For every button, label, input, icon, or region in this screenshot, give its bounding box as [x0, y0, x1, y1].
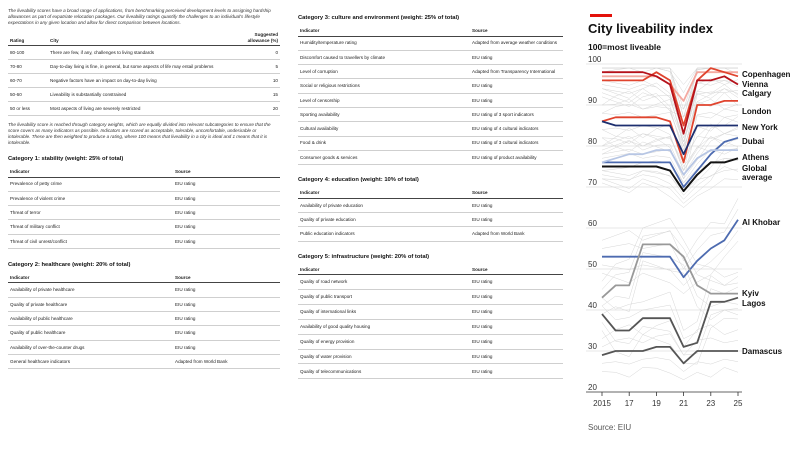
table-row — [298, 65, 563, 79]
rating-row — [8, 102, 280, 116]
source-cell: EIU rating — [173, 283, 280, 297]
indicator-cell: Level of corruption — [298, 65, 470, 79]
table-row — [8, 220, 280, 234]
series-label: Al Khobar — [742, 218, 781, 227]
category-1-table — [8, 167, 280, 249]
background-line — [602, 276, 738, 331]
y-tick-label: 30 — [588, 342, 597, 351]
chart-subtitle: 100=most liveable — [588, 42, 662, 52]
y-tick-label: 70 — [588, 178, 597, 187]
source-cell: Adapted from World Bank — [173, 354, 280, 368]
indicator-cell: General healthcare indicators — [8, 354, 173, 368]
table-row — [298, 304, 563, 319]
table-row — [8, 283, 280, 297]
header-indicator: Indicator — [298, 188, 470, 198]
indicator-cell: Quality of telecommunications — [298, 364, 470, 379]
table-row — [298, 227, 563, 241]
table-row — [298, 349, 563, 364]
indicator-cell: Level of censorship — [298, 93, 470, 107]
table-row — [298, 93, 563, 107]
source-cell: EIU rating — [470, 275, 563, 290]
series-label: Dubai — [742, 137, 765, 146]
y-tick-label: 80 — [588, 137, 597, 146]
indicator-cell: Threat of civil unrest/conflict — [8, 234, 173, 248]
y-tick-label: 100 — [588, 55, 602, 64]
source-cell: EIU rating — [173, 326, 280, 340]
background-line — [602, 318, 738, 364]
series-label: Global average — [742, 164, 773, 182]
x-tick-label: 23 — [706, 399, 716, 408]
series-line — [602, 347, 738, 363]
table-row — [298, 50, 563, 64]
header-source: Source — [470, 26, 563, 36]
x-tick-label: 25 — [733, 399, 743, 408]
header-indicator: Indicator — [8, 273, 173, 283]
header-indicator: Indicator — [298, 26, 470, 36]
rating-description: There are few, if any, challenges to living standards — [48, 46, 230, 60]
series-label: London — [742, 107, 772, 116]
intro-text-2: The liveability score is reached through category weights, which are equally divided into relevant subcategories to ensure that the score covers as many indicators as possible. Indicators are scored as acceptable, tolerable, uncomfortable, undesirable or intolerable. These are then weighted to produce a rating, where 100 means that liveability in a city is ideal and 1 means that it is intolerable. — [8, 122, 271, 145]
rating-description: Most aspects of living are severely restricted — [48, 102, 230, 116]
table-row — [298, 364, 563, 379]
background-line — [602, 358, 738, 372]
header-city: City — [48, 30, 230, 46]
background-line — [602, 218, 738, 281]
source-cell: EIU rating of 4 cultural indicators — [470, 122, 563, 136]
background-line — [602, 109, 738, 171]
series-label: New York — [742, 123, 778, 132]
series-line — [602, 101, 738, 162]
y-tick-label: 20 — [588, 383, 597, 392]
table-row — [298, 150, 563, 164]
source-cell: EIU rating of 3 sport indicators — [470, 107, 563, 121]
table-row — [298, 275, 563, 290]
x-tick-label: 21 — [679, 399, 689, 408]
table-row — [8, 191, 280, 205]
background-line — [602, 253, 738, 307]
indicator-cell: Food & drink — [298, 136, 470, 150]
category-1-title: Category 1: stability (weight: 25% of total) — [8, 156, 124, 162]
rating-range: 50-60 — [8, 88, 48, 102]
rating-allowance: 0 — [230, 46, 280, 60]
left-column — [8, 8, 280, 369]
indicator-cell: Availability of over-the-counter drugs — [8, 340, 173, 354]
indicator-cell: Sporting availability — [298, 107, 470, 121]
background-line — [602, 148, 738, 183]
indicator-cell: Social or religious restrictions — [298, 79, 470, 93]
source-cell: EIU rating — [173, 340, 280, 354]
background-line — [602, 199, 738, 261]
series-label: Athens — [742, 153, 770, 162]
table-row — [8, 234, 280, 248]
category-5-table — [298, 265, 563, 380]
rating-row — [8, 46, 280, 60]
rating-table-header — [8, 30, 280, 46]
background-city-lines — [602, 68, 738, 380]
source-cell: EIU rating — [173, 206, 280, 220]
indicator-cell: Quality of private healthcare — [8, 297, 173, 311]
rating-allowance: 5 — [230, 60, 280, 74]
source-cell: EIU rating — [470, 289, 563, 304]
indicator-cell: Quality of international links — [298, 304, 470, 319]
table-row — [298, 122, 563, 136]
rating-description: Negative factors have an impact on day-to-day living — [48, 74, 230, 88]
indicator-cell: Humidity/temperature rating — [298, 36, 470, 50]
table-row — [8, 326, 280, 340]
indicator-cell: Consumer goods & services — [298, 150, 470, 164]
source-cell: EIU rating of product availability — [470, 150, 563, 164]
table-row — [298, 198, 563, 212]
table-row — [8, 297, 280, 311]
indicator-cell: Quality of private education — [298, 212, 470, 226]
table-row — [298, 136, 563, 150]
rating-description: Liveability is substantially constrained — [48, 88, 230, 102]
table-row — [298, 289, 563, 304]
middle-column — [298, 9, 563, 379]
indicator-cell: Threat of military conflict — [8, 220, 173, 234]
series-label: Lagos — [742, 299, 766, 308]
category-2-title: Category 2: healthcare (weight: 20% of total) — [8, 261, 131, 268]
table-row — [298, 319, 563, 334]
header-rating: Rating — [8, 30, 48, 46]
table-row — [298, 334, 563, 349]
rating-allowance: 10 — [230, 74, 280, 88]
header-indicator: Indicator — [8, 167, 173, 177]
x-tick-label: 19 — [651, 399, 661, 408]
rating-row — [8, 88, 280, 102]
category-4-table — [298, 188, 563, 241]
category-2-table — [8, 273, 280, 369]
indicator-cell: Quality of energy provision — [298, 334, 470, 349]
rating-range: 70-80 — [8, 60, 48, 74]
indicator-cell: Quality of public transport — [298, 289, 470, 304]
indicator-cell: Threat of terror — [8, 206, 173, 220]
source-cell: EIU rating — [470, 364, 563, 379]
rating-allowance: 15 — [230, 88, 280, 102]
source-cell: EIU rating — [173, 220, 280, 234]
rating-range: 50 or less — [8, 102, 48, 116]
intro-text: The liveability scores have a broad range of applications, from benchmarking perceived development levels to assigning hardship allowances as part of expatriate relocation packages. Our liveability ratings quantify the challenges to an individual's lifestyle expectations in any given location and allow for direct comparison between locations. — [8, 8, 271, 25]
table-row — [8, 354, 280, 368]
table-row — [8, 312, 280, 326]
source-cell: EIU rating — [470, 349, 563, 364]
rating-table — [8, 30, 280, 116]
series-label: Vienna — [742, 80, 769, 89]
source-cell: EIU rating — [173, 191, 280, 205]
series-label: Kyiv — [742, 289, 759, 298]
category-3-table — [298, 26, 563, 165]
indicator-cell: Prevalence of petty crime — [8, 177, 173, 191]
rating-row — [8, 74, 280, 88]
source-cell: EIU rating — [173, 312, 280, 326]
source-cell: EIU rating — [470, 79, 563, 93]
rating-range: 80-100 — [8, 46, 48, 60]
header-source: Source — [173, 167, 280, 177]
y-tick-label: 40 — [588, 301, 597, 310]
indicator-cell: Availability of private healthcare — [8, 283, 173, 297]
indicator-cell: Availability of public healthcare — [8, 312, 173, 326]
source-cell: EIU rating — [470, 198, 563, 212]
source-cell: EIU rating — [470, 319, 563, 334]
source-cell: EIU rating — [470, 50, 563, 64]
table-row — [298, 107, 563, 121]
background-line — [602, 367, 738, 379]
background-line — [602, 89, 738, 142]
header-source: Source — [173, 273, 280, 283]
source-cell: Adapted from World Bank — [470, 227, 563, 241]
indicator-cell: Quality of water provision — [298, 349, 470, 364]
series-label: Calgary — [742, 89, 772, 98]
x-tick-label: 17 — [624, 399, 634, 408]
indicator-cell: Quality of public healthcare — [8, 326, 173, 340]
rating-row — [8, 60, 280, 74]
rating-allowance: 20 — [230, 102, 280, 116]
series-label: Copenhagen — [742, 70, 791, 79]
chart-source: Source: EIU — [588, 423, 632, 432]
rating-description: Day-to-day living is fine, in general, but some aspects of life may entail problems — [48, 60, 230, 74]
chart-plot — [580, 0, 800, 450]
x-tick-label: 2015 — [593, 399, 611, 408]
table-row — [298, 79, 563, 93]
header-allowance: Suggested allowance (%) — [230, 30, 280, 46]
indicator-cell: Quality of road network — [298, 275, 470, 290]
header-source: Source — [470, 188, 563, 198]
indicator-cell: Cultural availability — [298, 122, 470, 136]
table-row — [8, 206, 280, 220]
series-label: Damascus — [742, 347, 783, 356]
category-4-title: Category 4: education (weight: 10% of total) — [298, 177, 419, 184]
header-indicator: Indicator — [298, 265, 470, 275]
source-cell: EIU rating — [173, 297, 280, 311]
source-cell: EIU rating — [173, 234, 280, 248]
category-3-title: Category 3: culture and environment (weight: 25% of total) — [298, 15, 460, 21]
source-cell: EIU rating — [470, 212, 563, 226]
series-line — [602, 244, 738, 297]
source-cell: Adapted from Transparency International — [470, 65, 563, 79]
header-source: Source — [470, 265, 563, 275]
liveability-chart — [580, 0, 800, 450]
table-row — [8, 340, 280, 354]
source-cell: EIU rating — [470, 304, 563, 319]
chart-title: City liveability index — [588, 21, 713, 36]
background-line — [602, 169, 738, 199]
y-tick-label: 90 — [588, 96, 597, 105]
y-tick-label: 60 — [588, 219, 597, 228]
source-cell: EIU rating of 3 cultural indicators — [470, 136, 563, 150]
source-cell: EIU rating — [173, 177, 280, 191]
y-tick-label: 50 — [588, 260, 597, 269]
source-cell: EIU rating — [470, 93, 563, 107]
source-cell: EIU rating — [470, 334, 563, 349]
category-5-title: Category 5: infrastructure (weight: 20% of total) — [298, 253, 430, 260]
rating-range: 60-70 — [8, 74, 48, 88]
indicator-cell: Public education indicators — [298, 227, 470, 241]
table-row — [298, 212, 563, 226]
table-row — [8, 177, 280, 191]
background-line — [602, 179, 738, 208]
indicator-cell: Availability of good quality housing — [298, 319, 470, 334]
indicator-cell: Discomfort caused to travellers by climate — [298, 50, 470, 64]
table-row — [298, 36, 563, 50]
indicator-cell: Prevalence of violent crime — [8, 191, 173, 205]
indicator-cell: Availability of private education — [298, 198, 470, 212]
source-cell: Adapted from average weather conditions — [470, 36, 563, 50]
